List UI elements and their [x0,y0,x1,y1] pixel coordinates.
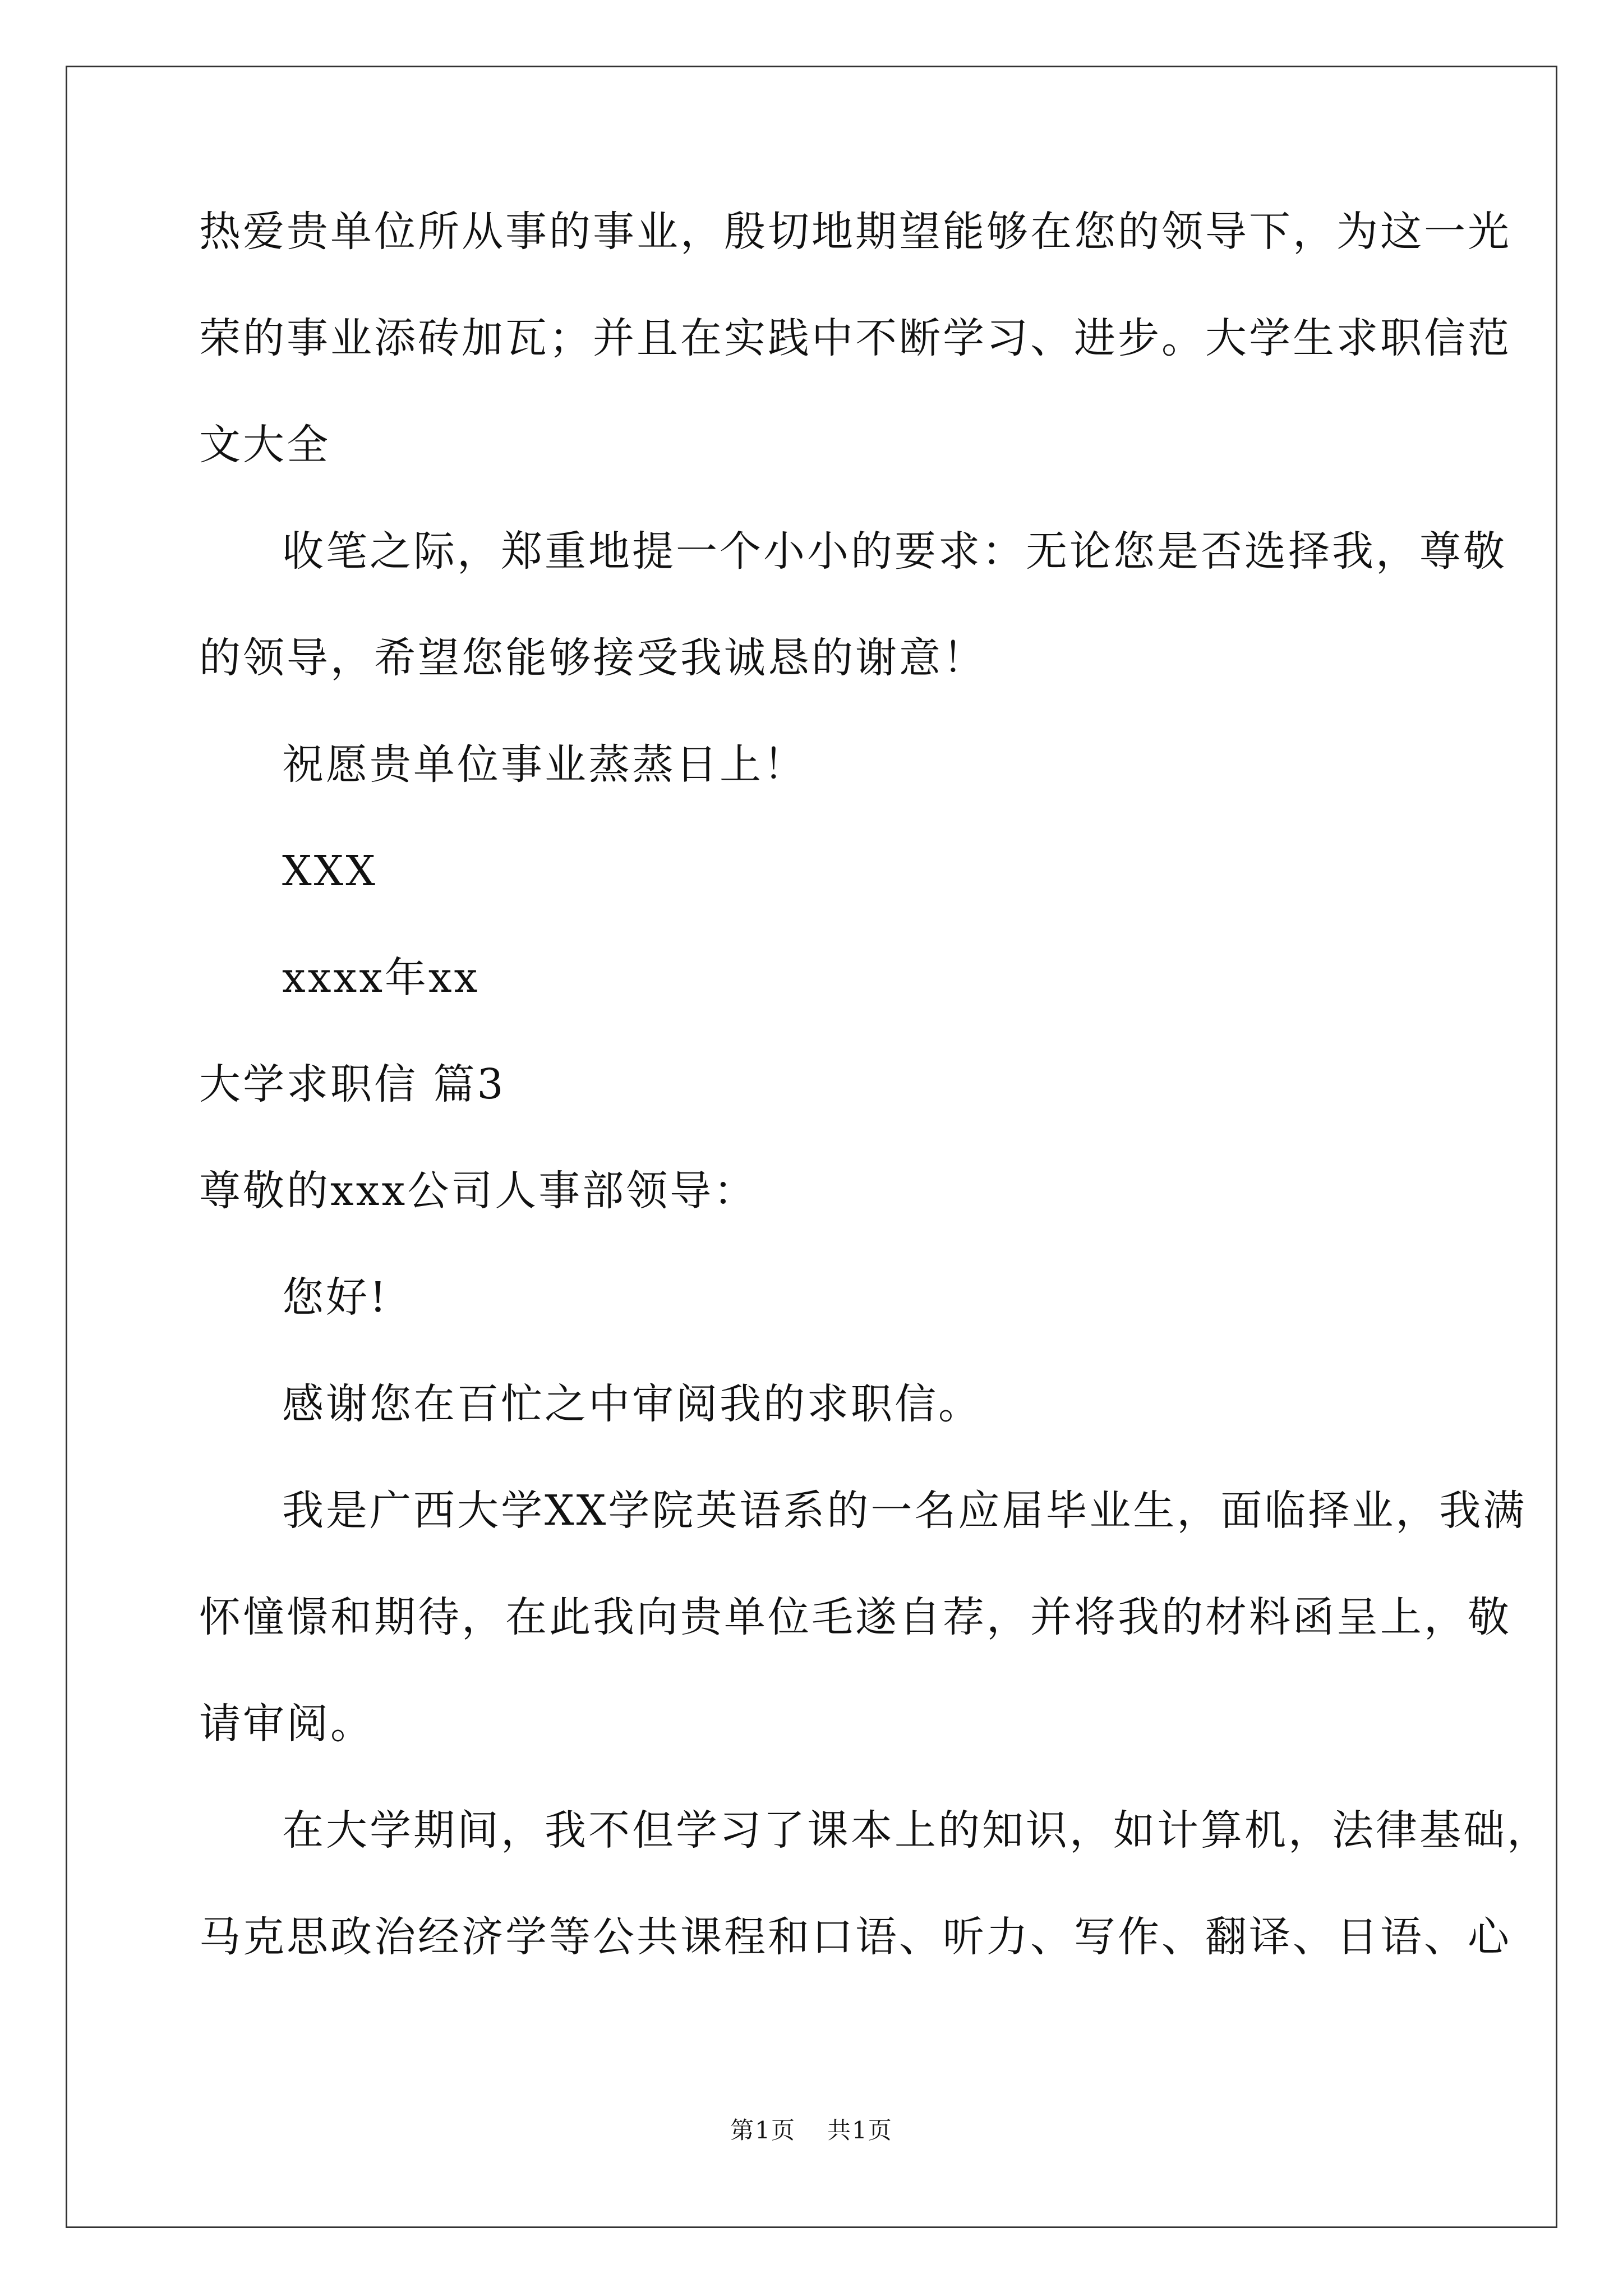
page-footer [0,2115,1623,2146]
salutation: 尊敬的xxx公司人事部领导： [199,1167,758,1215]
text-line: 我是广西大学XX学院英语系的一名应届毕业生，面临择业，我满 [282,1487,1527,1535]
signature-name: XXX [282,847,378,895]
text-line: 的领导，希望您能够接受我诚恳的谢意！ [199,634,986,682]
text-line: 荣的事业添砖加瓦；并且在实践中不断学习、进步。大学生求职信范 [199,314,1511,362]
text-line: 热爱贵单位所从事的事业，殷切地期望能够在您的领导下，为这一光 [199,208,1511,256]
greeting: 您好! [282,1273,389,1322]
page-number: 第1页 [730,2116,796,2144]
text-line: 祝愿贵单位事业蒸蒸日上！ [282,740,807,789]
text-line: 文大全 [199,421,330,469]
text-line: 怀憧憬和期待，在此我向贵单位毛遂自荐，并将我的材料函呈上，敬 [199,1593,1511,1641]
signature-date: xxxx年xx [282,954,480,1002]
page-total: 共1页 [827,2116,893,2144]
text-line: 感谢您在百忙之中审阅我的求职信。 [282,1380,982,1428]
page-border [66,66,1557,2228]
text-line: 马克思政治经济学等公共课程和口语、听力、写作、翻译、日语、心 [199,1913,1511,1961]
text-line: 请审阅。 [199,1700,374,1748]
text-line: 在大学期间，我不但学习了课本上的知识，如计算机，法律基础， [282,1806,1551,1855]
section-heading: 大学求职信 篇3 [199,1060,506,1108]
text-line: 收笔之际，郑重地提一个小小的要求：无论您是否选择我，尊敬 [282,527,1507,576]
